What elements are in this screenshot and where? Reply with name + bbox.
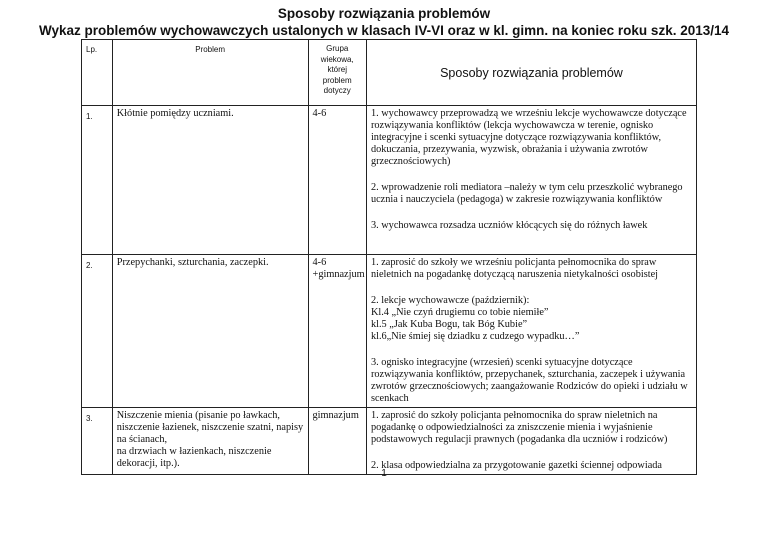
row-problem: Kłótnie pomiędzy uczniami. (112, 106, 308, 255)
problems-table (81, 39, 697, 475)
row-problem: Przepychanki, szturchania, zaczepki. (112, 255, 308, 408)
table-row (82, 106, 697, 255)
row-lp: 1. (82, 106, 113, 255)
header-lp: Lp. (82, 40, 113, 106)
row-age-group: gimnazjum (308, 408, 366, 475)
header-age-line: dotyczy (323, 86, 351, 95)
solution-line: kl.6„Nie śmiej się dziadku z cudzego wypadku…” (370, 331, 580, 342)
row-problem (112, 408, 308, 475)
header-age-line: której (327, 65, 347, 74)
row-lp: 2. (82, 255, 113, 408)
header-age-group (308, 40, 366, 106)
header-age-line: Grupa (326, 44, 349, 53)
row-age-group: 4-6 +gimnazjum (308, 255, 366, 408)
row-lp: 3. (82, 408, 113, 475)
header-age-line: problem (322, 75, 352, 85)
problem-line: Niszczenie mienia (pisanie po ławkach, niszczenie łazienek, niszczenie szatni, napisy na ścianach, (116, 410, 304, 445)
solution-item: 2. klasa odpowiedzialna za przygotowanie gazetki ściennej odpowiada (370, 460, 663, 471)
header-problem: Problem (112, 40, 308, 106)
page-title: Sposoby rozwiązania problemów (277, 6, 491, 21)
solution-item: 2. lekcje wychowawcze (październik): (370, 295, 530, 306)
solution-item: 1. zaprosić do szkoły policjanta pełnomocnika do spraw nieletnich na pogadankę o odpowiedzialności za zniszczenie mienia i wyjaśnienie podstawowych regulacji prawnych (pogadanka dla uczniów i rodziców) (370, 410, 668, 445)
table-row (82, 255, 697, 408)
solution-item: 1. wychowawcy przeprowadzą we wrześniu lekcje wychowawcze dotyczące rozwiązywania konfliktów (lekcja wychowawcza w terenie, ognisko integracyjne i scenki sytuacyjne dotyczące rozwiązywania konfliktów, dokuczania, przezywania, wyzwisk, obrażania i używania zwrotów grzecznościowych) (370, 108, 687, 167)
header-solutions: Sposoby rozwiązania problemów (366, 40, 696, 106)
solution-item: 3. ognisko integracyjne (wrzesień) scenki sytuacyjne dotyczące rozwiązywania konfliktów, przepychanek, szturchania, zaczepek i używania zwrotów grzecznościowych; zaangażowanie Rodziców do opieki i udziału w scenkach (370, 357, 688, 404)
solution-item: 3. wychowawca rozsadza uczniów kłócących się do różnych ławek (370, 220, 648, 231)
page-number: 1 (381, 468, 387, 479)
table-header-row (82, 40, 697, 106)
row-age-group: 4-6 (308, 106, 366, 255)
table-row (82, 408, 697, 475)
page-subtitle: Wykaz problemów wychowawczych ustalonych w klasach IV-VI oraz w kl. gimn. na koniec roku szk. 2013/14 (39, 23, 729, 38)
solution-item: 1. zaprosić do szkoły we wrześniu policjanta pełnomocnika do spraw nieletnich na pogadankę dotyczącą naruszenia nietykalności osobistej (370, 257, 658, 280)
solution-line: Kl.4 „Nie czyń drugiemu co tobie niemiłe” (370, 307, 549, 318)
solution-line: kl.5 „Jak Kuba Bogu, tak Bóg Kubie” (370, 319, 528, 330)
header-age-line: wiekowa, (320, 54, 354, 64)
problem-line: na drzwiach w łazienkach, niszczenie dekoracji, itp.). (116, 446, 272, 469)
solution-item: 2. wprowadzenie roli mediatora –należy w tym celu przeszkolić wybranego ucznia i nauczyciela (pedagoga) w zakresie rozwiązywania konfliktów (370, 182, 683, 205)
row-solutions (366, 106, 696, 255)
row-solutions (366, 255, 696, 408)
row-solutions (366, 408, 696, 475)
